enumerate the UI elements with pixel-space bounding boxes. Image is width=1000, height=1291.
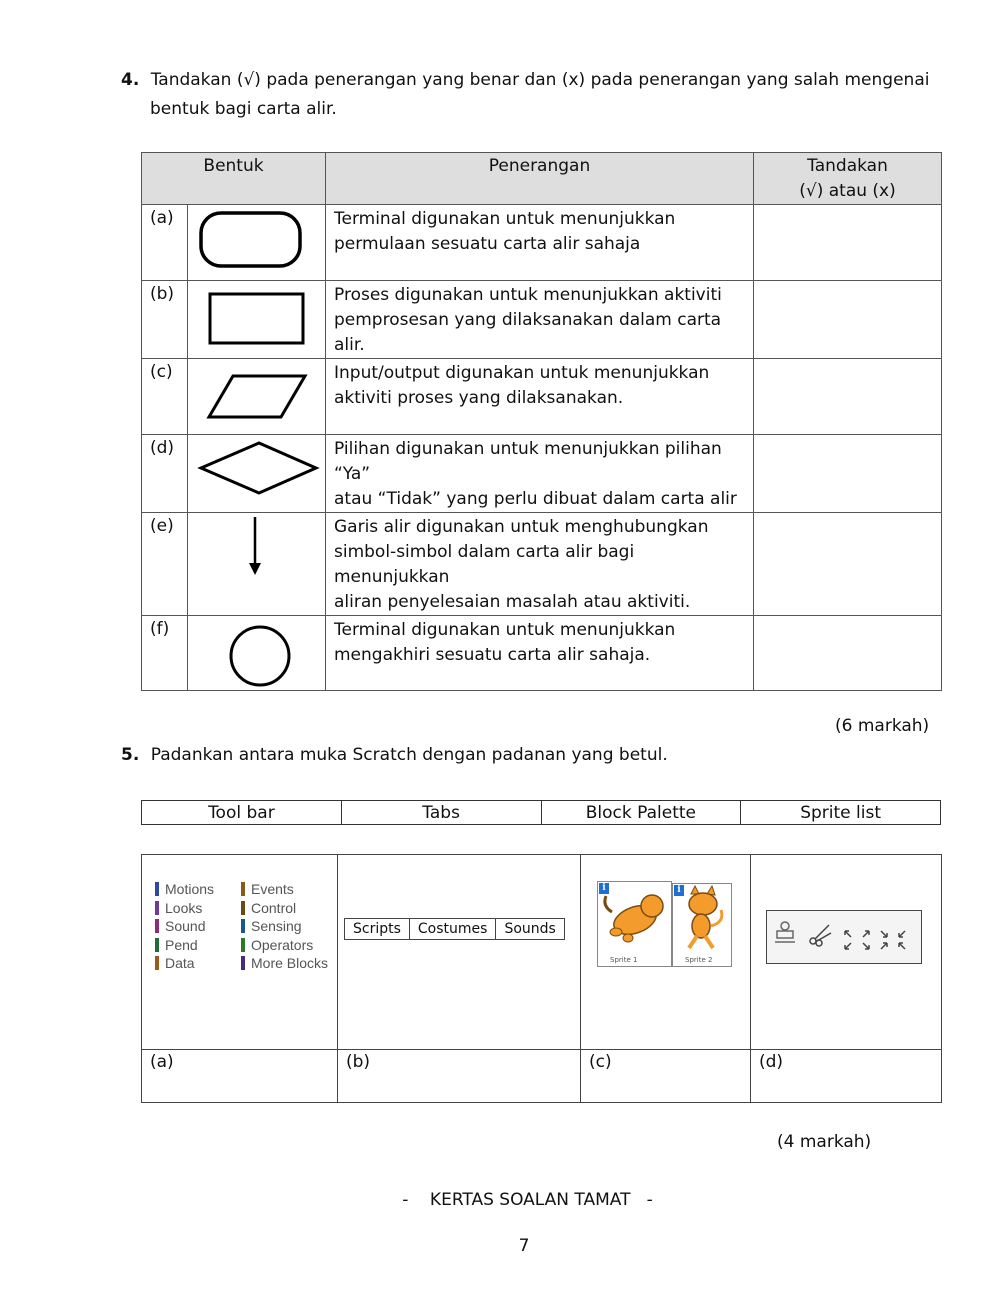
question-line-1: Tandakan (√) pada penerangan yang benar dan (x) pada penerangan yang salah mengenai — [150, 70, 930, 90]
tab-sounds: Sounds — [504, 921, 556, 937]
scratch-match-table — [141, 854, 942, 1103]
palette-category: Operators — [241, 936, 328, 955]
row-label: (a) — [142, 205, 188, 281]
table-row — [142, 616, 942, 691]
category-swatch — [241, 882, 245, 896]
palette-category: Pend — [155, 936, 214, 955]
shrink-icon — [881, 931, 905, 949]
end-of-paper: - KERTAS SOALAN TAMAT - — [402, 1190, 653, 1210]
circle-shape-icon — [188, 616, 326, 691]
flow-arrow-icon — [188, 513, 326, 616]
question-4-text — [121, 66, 929, 95]
question-number: 5. — [121, 745, 140, 765]
category-swatch — [155, 956, 159, 970]
sprite-thumbnail — [672, 883, 732, 967]
grow-icon — [845, 931, 869, 949]
palette-category: Events — [241, 880, 328, 899]
palette-category: Data — [155, 954, 214, 973]
category-swatch — [241, 938, 245, 952]
scratch-tabs — [344, 918, 565, 940]
palette-category: Looks — [155, 899, 214, 918]
category-swatch — [155, 901, 159, 915]
process-shape-icon — [188, 281, 326, 359]
category-swatch — [241, 956, 245, 970]
table-row — [142, 205, 942, 281]
page-number: 7 — [518, 1236, 530, 1256]
category-swatch — [241, 919, 245, 933]
row-description: Terminal digunakan untuk menunjukkan permulaan sesuatu carta alir sahaja — [326, 205, 754, 281]
tab-costumes: Costumes — [410, 919, 497, 939]
option-tabs: Tabs — [341, 801, 541, 825]
palette-right-column — [241, 880, 328, 973]
scissors-icon — [810, 925, 831, 946]
toolbar-image — [751, 855, 942, 1050]
input-output-shape-icon — [188, 359, 326, 435]
answer-cell[interactable] — [754, 513, 942, 616]
palette-category: Sensing — [241, 917, 328, 936]
header-tandakan: Tandakan (√) atau (x) — [754, 153, 942, 205]
question-number: 4. — [121, 70, 140, 90]
row-label: (d) — [142, 435, 188, 513]
question-4-marks: (6 markah) — [835, 716, 930, 736]
table-row — [142, 435, 942, 513]
tabs-image — [338, 855, 581, 1050]
sprite-thumbnail — [597, 881, 672, 967]
category-swatch — [241, 901, 245, 915]
decision-shape-icon — [188, 435, 326, 513]
answer-cell[interactable] — [754, 435, 942, 513]
flowchart-shapes-table — [141, 152, 942, 691]
block-palette-image — [142, 855, 338, 1050]
answer-label-b[interactable]: (b) — [338, 1050, 581, 1103]
category-swatch — [155, 938, 159, 952]
sprite-name: Sprite 1 — [610, 956, 638, 964]
palette-category: More Blocks — [241, 954, 328, 973]
question-5-marks: (4 markah) — [777, 1132, 872, 1152]
row-description: Garis alir digunakan untuk menghubungkan simbol-simbol dalam carta alir bagi menunjukkan aliran penyelesaian masalah atau aktiviti. — [326, 513, 754, 616]
sprite-name: Sprite 2 — [685, 956, 713, 964]
table-row — [142, 359, 942, 435]
question-5-text — [121, 741, 668, 770]
question-4-line-2: bentuk bagi carta alir. — [150, 99, 337, 119]
scratch-options-table — [141, 800, 941, 825]
option-tool-bar: Tool bar — [142, 801, 342, 825]
row-description: Pilihan digunakan untuk menunjukkan pilihan “Ya” atau “Tidak” yang perlu dibuat dalam carta alir — [326, 435, 754, 513]
stamp-icon — [775, 922, 795, 942]
tab-scripts: Scripts — [345, 919, 410, 939]
row-label: (b) — [142, 281, 188, 359]
category-swatch — [155, 919, 159, 933]
option-sprite-list: Sprite list — [741, 801, 941, 825]
row-description: Terminal digunakan untuk menunjukkan mengakhiri sesuatu carta alir sahaja. — [326, 616, 754, 691]
option-block-palette: Block Palette — [541, 801, 741, 825]
sprite-list-image — [581, 855, 751, 1050]
answer-label-c[interactable]: (c) — [581, 1050, 751, 1103]
header-penerangan: Penerangan — [326, 153, 754, 205]
answer-label-d[interactable]: (d) — [751, 1050, 942, 1103]
row-description: Input/output digunakan untuk menunjukkan aktiviti proses yang dilaksanakan. — [326, 359, 754, 435]
palette-category: Control — [241, 899, 328, 918]
terminal-shape-icon — [188, 205, 326, 281]
info-icon: i — [599, 883, 609, 894]
palette-category: Sound — [155, 917, 214, 936]
info-icon: i — [674, 885, 684, 896]
row-label: (e) — [142, 513, 188, 616]
row-label: (c) — [142, 359, 188, 435]
answer-label-a[interactable]: (a) — [142, 1050, 338, 1103]
header-bentuk: Bentuk — [142, 153, 326, 205]
palette-left-column — [155, 880, 214, 973]
row-description: Proses digunakan untuk menunjukkan aktiviti pemprosesan yang dilaksanakan dalam carta alir. — [326, 281, 754, 359]
palette-category: Motions — [155, 880, 214, 899]
answer-cell[interactable] — [754, 359, 942, 435]
answer-cell[interactable] — [754, 616, 942, 691]
scratch-toolbar — [766, 910, 922, 964]
answer-cell[interactable] — [754, 281, 942, 359]
table-row — [142, 281, 942, 359]
row-label: (f) — [142, 616, 188, 691]
table-row — [142, 513, 942, 616]
question-line: Padankan antara muka Scratch dengan padanan yang betul. — [150, 745, 668, 765]
table-header-row — [142, 153, 942, 205]
answer-cell[interactable] — [754, 205, 942, 281]
category-swatch — [155, 882, 159, 896]
